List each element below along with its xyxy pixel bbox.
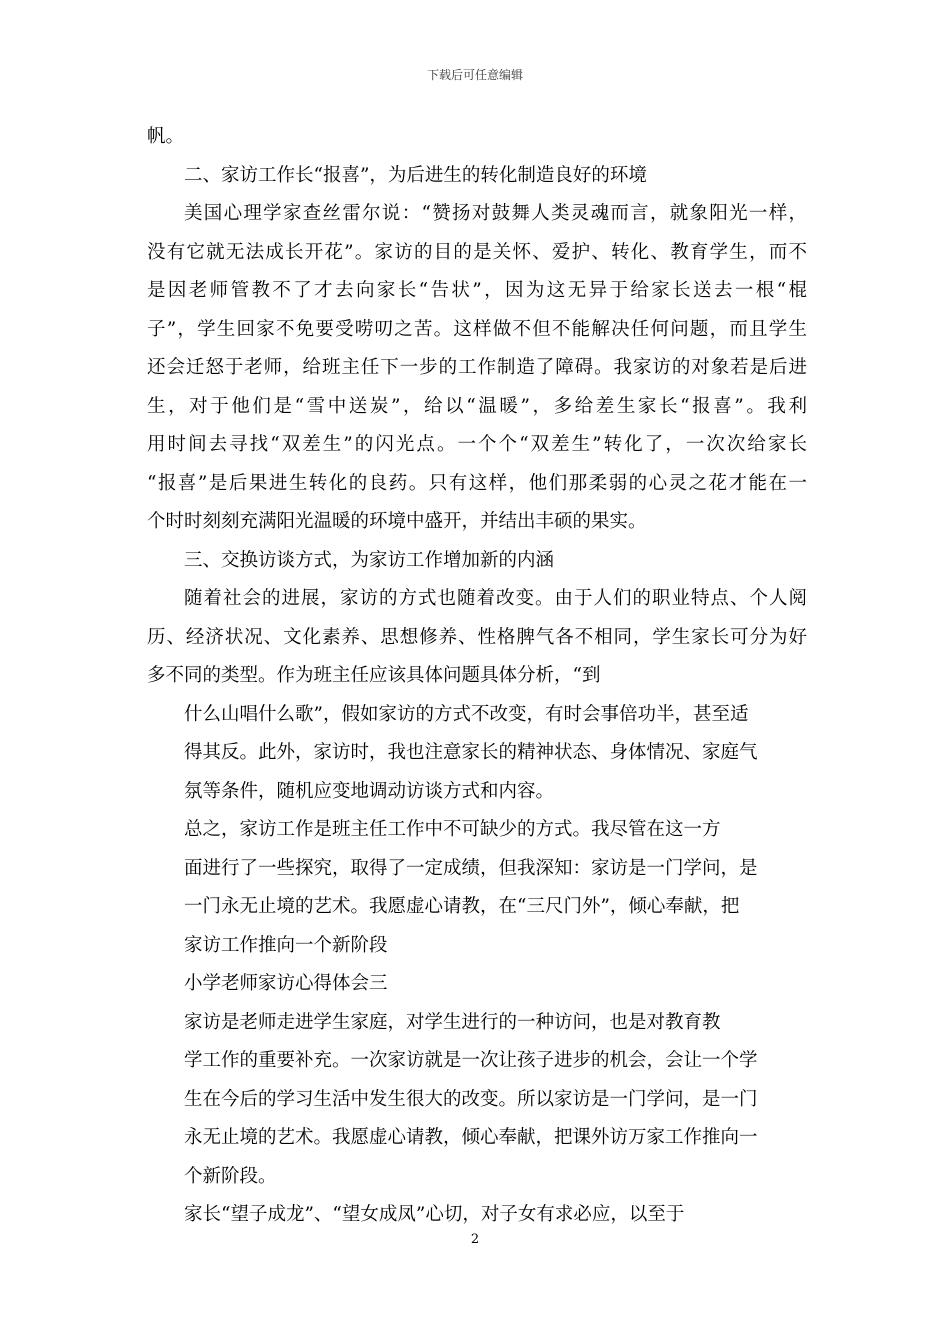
text-line: 用时间去寻找“双差生”的闪光点。一个个“双差生”转化了，一次次给家长: [147, 434, 807, 455]
text-line: 个时时刻刻充满阳光温暖的环境中盛开，并结出丰硕的果实。: [147, 511, 647, 532]
text-line: 历、经济状况、文化素养、思想修养、性格脾气各不相同，学生家长可分为好: [147, 626, 807, 648]
text-line: 三、交换访谈方式，为家访工作增加新的内涵: [184, 549, 555, 571]
text-line: 生，对于他们是“雪中送炭”，给以“温暖”，多给差生家长“报喜”。我利: [147, 395, 807, 417]
text-line: 帆。: [147, 126, 185, 147]
text-line: 家访是老师走进学生家庭，对学生进行的一种访问，也是对教育教: [184, 1011, 721, 1033]
page-number: 2: [470, 1232, 480, 1247]
text-line: 面进行了一些探究，取得了一定成绩，但我深知：家访是一门学问，是: [184, 857, 758, 879]
page-header: 下载后可任意编辑: [426, 68, 523, 82]
text-line: 氛等条件，随机应变地调动访谈方式和内容。: [184, 780, 555, 802]
text-line: 生在今后的学习生活中发生很大的改变。所以家访是一门学问，是一门: [184, 1088, 758, 1110]
document-body: [147, 118, 807, 1235]
text-line: 一门永无止境的艺术。我愿虚心请教，在“三尺门外”，倾心奉献，把: [184, 896, 740, 917]
text-line: 小学老师家访心得体会三: [184, 973, 388, 994]
text-line: 学工作的重要补充。一次家访就是一次让孩子进步的机会，会让一个学: [184, 1050, 758, 1071]
text-line: 总之，家访工作是班主任工作中不可缺少的方式。我尽管在这一方: [184, 819, 721, 840]
text-line: 个新阶段。: [184, 1165, 277, 1187]
text-line: 多不同的类型。作为班主任应该具体问题具体分析，“到: [147, 665, 601, 686]
text-line: “报喜”是后果进生转化的良药。只有这样，他们那柔弱的心灵之花才能在一: [147, 472, 807, 494]
text-line: 没有它就无法成长开花”。家访的目的是关怀、爱护、转化、教育学生，而不: [147, 241, 807, 263]
text-line: 家访工作推向一个新阶段: [184, 934, 388, 956]
text-line: 什么山唱什么歌”，假如家访的方式不改变，有时会事倍功半，甚至适: [184, 703, 749, 725]
text-line: 子”，学生回家不免要受唠叨之苦。这样做不但不能解决任何问题，而且学生: [147, 318, 807, 340]
text-line: 还会迁怒于老师，给班主任下一步的工作制造了障碍。我家访的对象若是后进: [147, 357, 807, 378]
text-line: 得其反。此外，家访时，我也注意家长的精神状态、身体情况、家庭气: [184, 742, 758, 763]
text-line: 随着社会的进展，家访的方式也随着改变。由于人们的职业特点、个人阅: [184, 588, 807, 609]
text-line: 家长“望子成龙”、“望女成凤”心切，对子女有求必应，以至于: [184, 1204, 685, 1225]
text-line: 是因老师管教不了才去向家长“告状”，因为这无异于给家长送去一根“棍: [147, 280, 807, 301]
text-line: 永无止境的艺术。我愿虚心请教，倾心奉献，把课外访万家工作推向一: [184, 1127, 758, 1148]
text-line: 美国心理学家查丝雷尔说：“赞扬对鼓舞人类灵魂而言，就象阳光一样，: [184, 203, 807, 224]
text-line: 二、家访工作长“报喜”，为后进生的转化制造良好的环境: [184, 164, 647, 186]
